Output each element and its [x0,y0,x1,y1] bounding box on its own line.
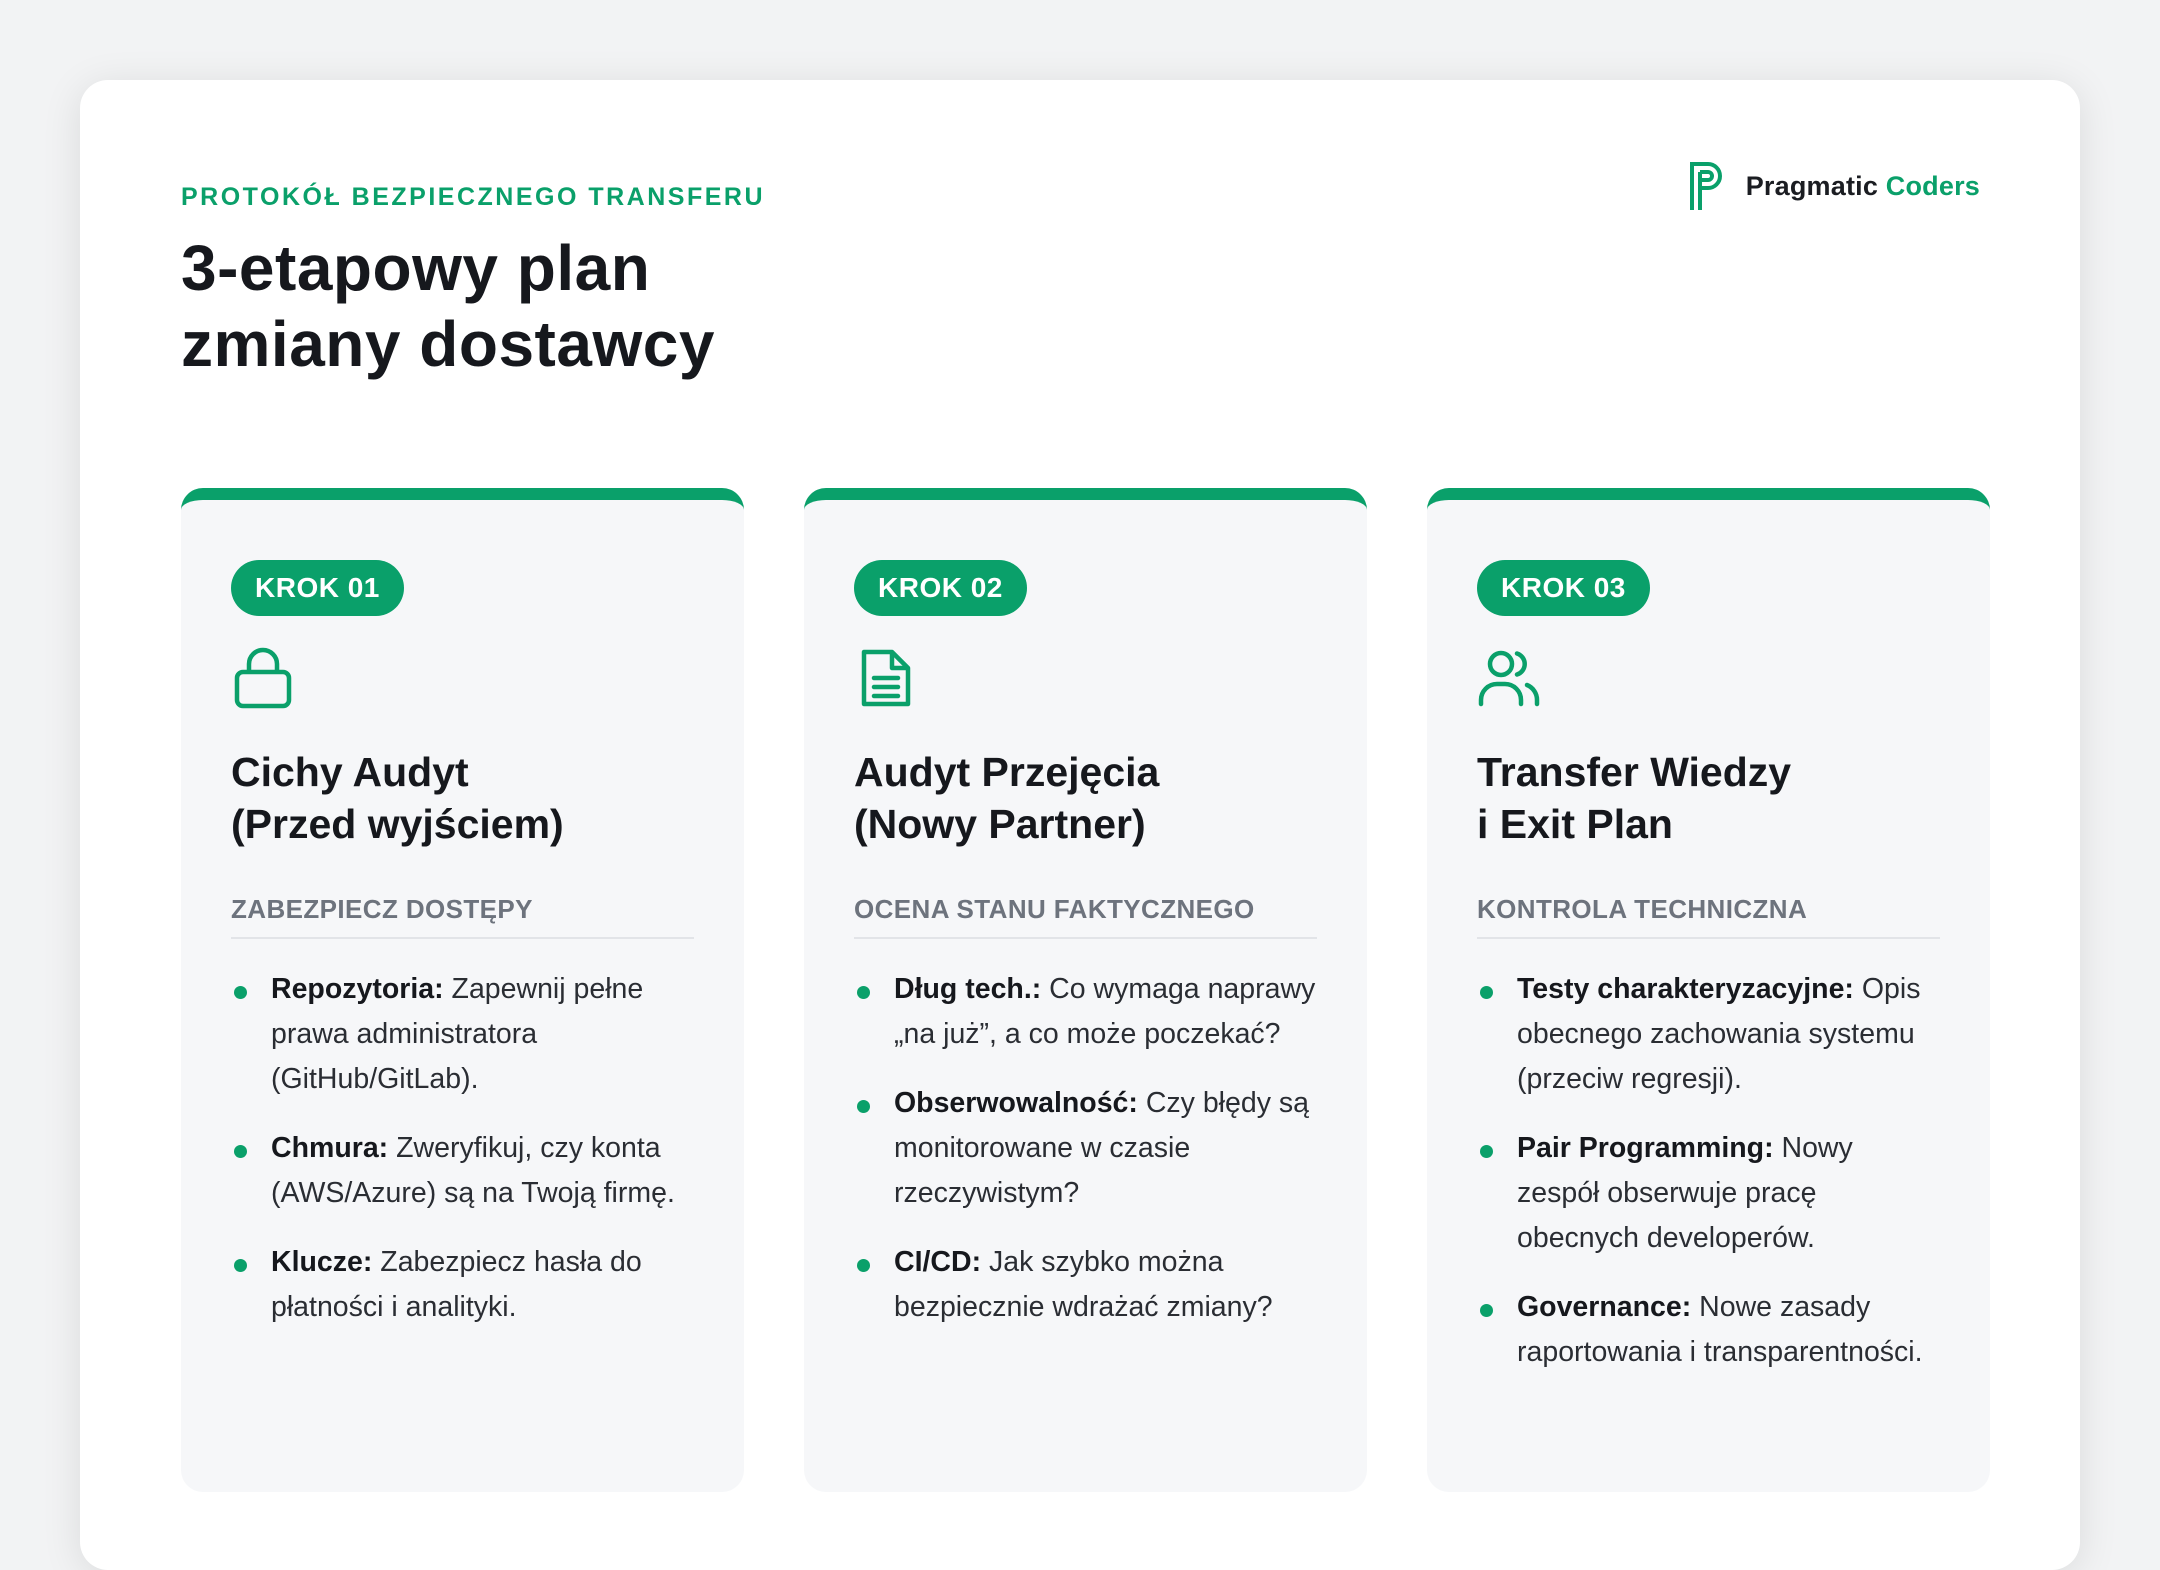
step-title-line-2: (Przed wyjściem) [231,801,564,847]
list-item [231,967,694,1102]
step-title-line-2: (Nowy Partner) [854,801,1146,847]
step-card-1 [181,488,744,1492]
brand-name [1746,171,1980,202]
lock-icon [231,646,295,710]
step-badge: KROK 02 [854,560,1027,616]
point-label: CI/CD: [894,1246,982,1278]
point-text: Co wymaga naprawy „na już”, a co może poczekać? [894,973,1316,1050]
step-card-3 [1427,488,1990,1492]
list-item [231,1240,694,1330]
brand-logo [1688,160,1980,212]
point-label: Chmura: [271,1132,389,1164]
point-label: Klucze: [271,1246,373,1278]
point-text: Czy błędy są monitorowane w czasie rzeczywistym? [894,1087,1309,1209]
step-title [231,746,694,850]
list-item [1477,1126,1940,1261]
brand-word-1: Pragmatic [1745,170,1879,201]
step-title-line-2: i Exit Plan [1477,801,1673,847]
pragmatic-coders-logo-icon [1688,160,1732,212]
point-text: Nowy zespół obserwuje pracę obecnych developerów. [1517,1132,1853,1254]
step-card-2 [804,488,1367,1492]
page-title [181,230,1081,382]
list-item [854,1081,1317,1216]
page-title-line-1: 3-etapowy plan [181,232,651,304]
point-text: Nowe zasady raportowania i transparentności. [1517,1291,1923,1368]
content-frame [80,80,2080,1570]
page-title-line-2: zmiany dostawcy [181,308,715,380]
step-subhead: KONTROLA TECHNICZNA [1477,894,1940,939]
step-badge: KROK 03 [1477,560,1650,616]
step-title-line-1: Cichy Audyt [231,749,469,795]
point-text: Zapewnij pełne prawa administratora (GitHub/GitLab). [271,973,644,1095]
point-text: Zabezpiecz hasła do płatności i analityki. [271,1246,642,1323]
step-points [1477,967,1940,1375]
users-icon [1477,646,1541,710]
point-text: Jak szybko można bezpiecznie wdrażać zmiany? [894,1246,1273,1323]
step-subhead: ZABEZPIECZ DOSTĘPY [231,894,694,939]
point-label: Governance: [1517,1291,1692,1323]
step-points [854,967,1317,1330]
point-label: Obserwowalność: [894,1087,1138,1119]
point-text: Zweryfikuj, czy konta (AWS/Azure) są na Twoją firmę. [271,1132,675,1209]
list-item [854,1240,1317,1330]
list-item [854,967,1317,1057]
brand-word-2: Coders [1885,170,1980,201]
point-label: Repozytoria: [271,973,444,1005]
list-item [1477,1285,1940,1375]
step-subhead: OCENA STANU FAKTYCZNEGO [854,894,1317,939]
step-points [231,967,694,1330]
step-title [854,746,1317,850]
steps-row [181,488,1990,1492]
step-badge: KROK 01 [231,560,404,616]
list-item [231,1126,694,1216]
point-label: Pair Programming: [1517,1132,1774,1164]
point-text: Opis obecnego zachowania systemu (przeciw regresji). [1517,973,1921,1095]
list-item [1477,967,1940,1102]
step-title [1477,746,1940,850]
step-title-line-1: Transfer Wiedzy [1477,749,1792,795]
eyebrow-label: PROTOKÓŁ BEZPIECZNEGO TRANSFERU [181,183,766,211]
point-label: Testy charakteryzacyjne: [1517,973,1854,1005]
step-title-line-1: Audyt Przejęcia [854,749,1160,795]
document-icon [854,646,918,710]
point-label: Dług tech.: [894,973,1042,1005]
